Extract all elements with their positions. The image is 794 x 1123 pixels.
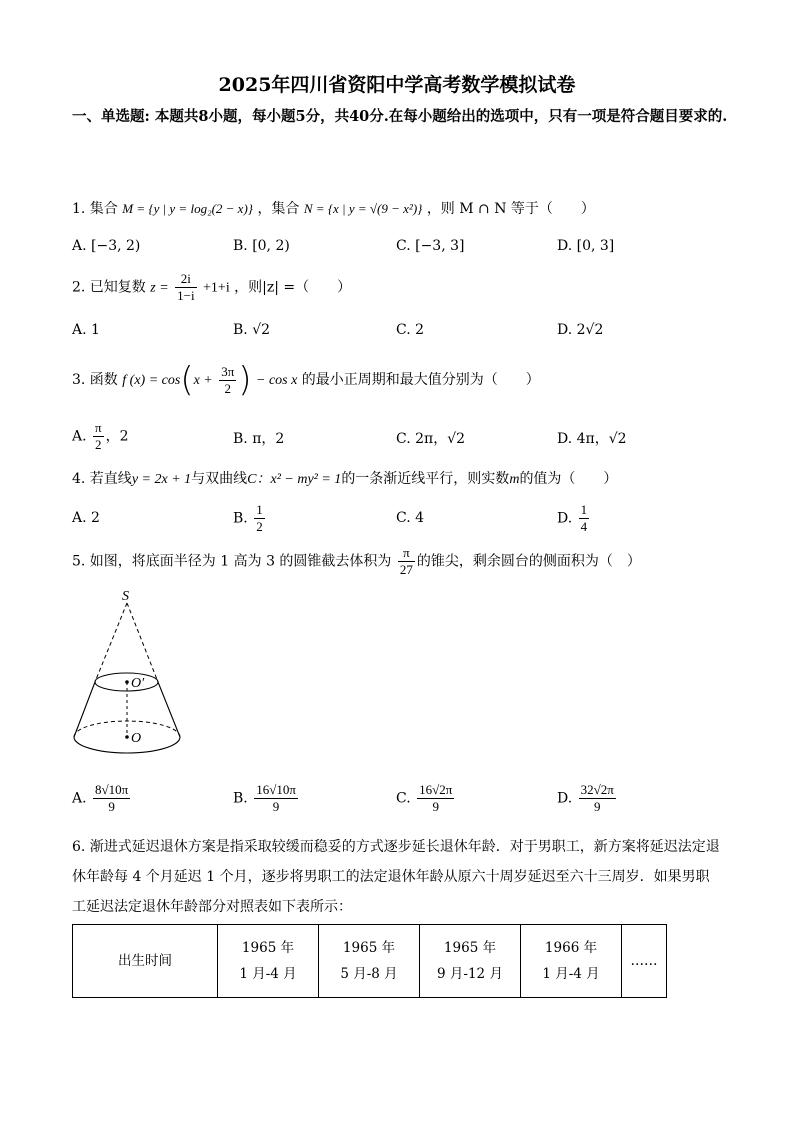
q4-option-d-fraction [579, 502, 590, 535]
q5-option-a-num: 8√10π [95, 782, 129, 797]
q1-set-m: M = {y | y = log₂(2 − x)} [122, 201, 253, 216]
q2-tail: ，则|z| =（ ） [234, 279, 352, 296]
q3-expr-c: − cos x [256, 373, 298, 388]
table-cell [521, 925, 622, 998]
q3-right-paren: ) [238, 360, 252, 400]
q4-curve: C：x² − my² = 1 [247, 472, 342, 487]
q5-option-c-fraction [417, 782, 454, 815]
q2-lead: 2. 已知复数 [72, 279, 146, 296]
q5-tail: 的锥尖，剩余圆台的侧面积为（ ） [416, 553, 641, 570]
q5-option-a-den: 9 [108, 799, 115, 814]
q5-option-a-label: A. [72, 790, 87, 807]
table-cell [319, 925, 420, 998]
table-cell-months: 1 月-4 月 [239, 966, 297, 982]
frustum-left-side [74, 682, 95, 737]
base-circle-front [74, 737, 180, 753]
q3-option-a-fraction [93, 420, 104, 453]
q5-option-d-label: D. [557, 790, 573, 807]
q5-frac-num: π [398, 545, 415, 562]
q5-fraction [398, 545, 415, 578]
q4-tail: 的一条渐近线平行，则实数 [341, 471, 510, 487]
q5-option-a-fraction [93, 782, 130, 815]
q3-fraction [219, 364, 236, 397]
q5-lead: 5. 如图，将底面半径为 1 高为 3 的圆锥截去体积为 [72, 553, 392, 570]
q3-left-paren: ( [180, 360, 194, 400]
q4-option-d-den: 4 [580, 519, 588, 534]
q4-option-d [557, 502, 591, 535]
q4-option-b-fraction [254, 502, 265, 535]
table-cell [420, 925, 521, 998]
q5-option-d-num: 32√2π [580, 782, 614, 797]
q4-option-b-label: B. [233, 510, 248, 527]
q5-option-b-den: 9 [272, 799, 280, 814]
q4-mid: 与双曲线 [191, 471, 248, 487]
question-6: 6. 渐进式延迟退休方案是指采取较缓而稳妥的方式逐步延长退休年龄．对于男职工，新方案将延迟法定退休年龄每 4 个月延迟 1 个月，逐步将男职工的法定退休年龄从原六十周岁延迟至六十三周岁．如果男职工延迟法定退休年龄部分对照表如下表所示： [72, 839, 720, 915]
q5-option-d-fraction [579, 782, 616, 815]
cone-tip-left-edge [95, 603, 127, 682]
q4-option-a: A. 2 [72, 510, 100, 526]
question-3 [72, 360, 540, 400]
q4-option-b-den: 2 [256, 519, 263, 534]
question-5 [72, 545, 641, 578]
q3-expr-a: f (x) = cos [122, 373, 181, 388]
q4-option-b-num: 1 [256, 502, 263, 517]
q5-option-a [72, 782, 132, 815]
q2-option-d: D. 2√2 [557, 322, 604, 338]
q1-tail: ，则 M ∩ N 等于（ ） [426, 201, 595, 217]
q3-option-a [72, 420, 129, 453]
base-circle-back [74, 721, 180, 737]
base-center-point [125, 735, 129, 739]
table-row-header: 出生时间 [73, 925, 218, 998]
q5-option-c-num: 16√2π [419, 782, 453, 797]
cone-figure [60, 585, 200, 765]
q2-fraction [175, 271, 196, 304]
q4-option-d-num: 1 [580, 502, 588, 517]
q1-number: 1. 集合 [72, 201, 118, 217]
table-cell-year: 1965 年 [342, 940, 396, 956]
q4-option-b [233, 502, 267, 535]
q3-frac-num: 3π [221, 363, 235, 379]
section-heading: 一、单选题: 本题共8小题，每小题5分，共40分.在每小题给出的选项中，只有一项是符合题目要求的. [72, 108, 728, 125]
q2-option-c: C. 2 [396, 322, 425, 338]
table-cell [218, 925, 319, 998]
q1-set-n: N = {x | y = √(9 − x²)} [303, 201, 423, 216]
q5-option-c [396, 782, 456, 815]
q3-option-a-rest: ，2 [105, 428, 129, 445]
q5-option-d [557, 782, 618, 815]
q4-line: y = 2x + 1 [131, 472, 192, 487]
q5-option-b [233, 782, 300, 815]
q3-frac-den: 2 [224, 380, 231, 396]
q2-rest: +1+i [203, 280, 230, 296]
q2-frac-den: 1−i [177, 288, 195, 303]
base-center-label: O [131, 731, 142, 746]
table-cell-year: 1965 年 [443, 940, 497, 956]
question-1 [72, 198, 595, 218]
q4-tail2: 的值为（ ） [519, 471, 618, 487]
q2-option-a: A. 1 [72, 322, 100, 338]
q5-option-b-num: 16√10π [256, 782, 296, 797]
table-cell-months: 1 月-4 月 [542, 966, 600, 982]
retirement-table [72, 924, 667, 998]
cone-tip-right-edge [127, 603, 158, 682]
q3-option-b: B. π，2 [233, 431, 285, 447]
q5-option-b-label: B. [233, 790, 248, 807]
q2-option-b: B. √2 [233, 322, 271, 338]
q5-option-d-den: 9 [593, 799, 601, 814]
q2-frac-num: 2i [175, 271, 196, 288]
q5-option-c-label: C. [396, 790, 411, 807]
q1-option-a: A. [−3, 2) [72, 238, 141, 254]
table-row [73, 925, 667, 998]
q3-option-a-den: 2 [95, 437, 102, 452]
q3-lead: 3. 函数 [72, 372, 118, 388]
q3-option-c: C. 2π，√2 [396, 431, 466, 447]
table-ellipsis: …… [622, 925, 667, 998]
q2-z: z = [150, 280, 169, 296]
q4-option-c: C. 4 [396, 510, 425, 526]
frustum-right-side [158, 682, 180, 737]
q3-tail: 的最小正周期和最大值分别为（ ） [301, 372, 540, 388]
top-center-point [125, 680, 129, 684]
q1-mid: ，集合 [257, 201, 300, 217]
page-title: 2025年四川省资阳中学高考数学模拟试卷 [218, 74, 576, 96]
q1-option-d: D. [0, 3] [557, 238, 615, 254]
q4-lead: 4. 若直线 [72, 471, 132, 487]
q3-expr-b: x + [193, 373, 213, 388]
q3-option-a-num: π [95, 420, 102, 435]
q1-option-b: B. [0, 2) [233, 238, 290, 254]
question-4 [72, 468, 617, 488]
q3-option-a-label: A. [72, 428, 87, 445]
top-center-label: O′ [131, 676, 145, 691]
q4-option-d-label: D. [557, 510, 573, 527]
table-cell-year: 1966 年 [544, 940, 598, 956]
table-cell-months: 5 月-8 月 [340, 966, 398, 982]
q3-option-d: D. 4π，√2 [557, 431, 627, 447]
q4-var: m [509, 472, 520, 487]
q5-option-c-den: 9 [432, 799, 439, 814]
apex-label: S [122, 589, 129, 604]
q5-option-b-fraction [254, 782, 298, 815]
question-2 [72, 271, 351, 304]
table-cell-months: 9 月-12 月 [437, 966, 503, 982]
q5-frac-den: 27 [399, 562, 413, 577]
table-cell-year: 1965 年 [241, 940, 295, 956]
q1-option-c: C. [−3, 3] [396, 238, 465, 254]
